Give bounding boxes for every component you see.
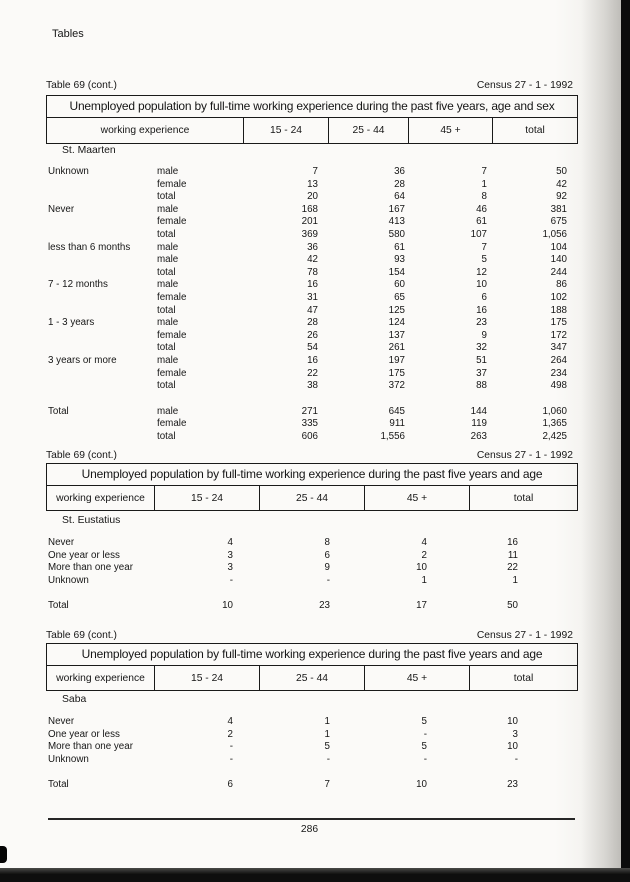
row-sex-label: male (157, 354, 179, 366)
table-row (48, 191, 567, 204)
value-25-44: 137 (388, 329, 405, 341)
value-25-44: - (326, 574, 330, 586)
row-sex-label: male (157, 405, 179, 417)
row-label: Total (48, 779, 69, 791)
value-45-plus: 37 (476, 367, 487, 379)
row-sex-label: male (157, 203, 179, 215)
scan-binding-shadow (581, 0, 621, 882)
value-15-24: 6 (227, 779, 233, 791)
value-25-44: 64 (394, 191, 405, 203)
row-group-label (48, 342, 157, 355)
value-25-44: 124 (388, 317, 405, 329)
value-45-plus: 10 (416, 779, 427, 791)
value-45-plus: 263 (470, 430, 487, 442)
census-date-label: Census 27 - 1 - 1992 (476, 80, 573, 91)
row-label: Never (48, 716, 75, 727)
table1-data-rows (48, 166, 567, 443)
value-45-plus: 51 (476, 354, 487, 366)
row-group-label (48, 191, 157, 204)
value-45-plus: - (423, 728, 427, 740)
table3-title: Unemployed population by full-time working experience during the past five years and age (47, 644, 577, 666)
value-total: 1,060 (542, 405, 567, 417)
scan-corner-notch (0, 846, 7, 863)
value-45-plus: 8 (481, 191, 487, 203)
value-45-plus: 10 (476, 279, 487, 291)
value-total: 22 (507, 562, 518, 574)
value-total: 50 (507, 600, 518, 612)
column-header-25-44: 25 - 44 (259, 666, 364, 690)
value-45-plus: 4 (421, 537, 427, 548)
table-row (48, 380, 567, 393)
row-group-label (48, 418, 157, 431)
column-header-25-44: 25 - 44 (328, 118, 408, 143)
row-sex-label: total (157, 266, 176, 278)
value-15-24: 168 (301, 203, 318, 215)
row-sex-label: total (157, 191, 176, 203)
row-group-label (48, 254, 157, 267)
column-header-working-experience: working experience (100, 125, 190, 136)
row-sex-label: total (157, 228, 176, 240)
value-total: 234 (550, 367, 567, 379)
value-45-plus: 88 (476, 380, 487, 392)
value-total: 498 (550, 380, 567, 392)
value-total: 23 (507, 779, 518, 791)
row-sex-label: female (157, 418, 187, 430)
table-row (48, 754, 518, 767)
column-header-total: total (469, 666, 577, 690)
row-label: One year or less (48, 728, 120, 740)
value-15-24: 7 (312, 166, 318, 177)
table-row (48, 406, 567, 419)
column-header-working-experience: working experience (56, 492, 145, 504)
value-15-24: 10 (222, 600, 233, 612)
value-25-44: 9 (324, 562, 330, 574)
value-25-44: 580 (388, 228, 405, 240)
value-45-plus: - (423, 753, 427, 765)
row-sex-label: male (157, 254, 179, 266)
row-label: Never (48, 537, 75, 548)
value-25-44: 1 (324, 728, 330, 740)
row-group-label: less than 6 months (48, 241, 131, 253)
value-15-24: 271 (301, 405, 318, 417)
value-25-44: 645 (388, 405, 405, 417)
table-row (48, 279, 567, 292)
row-group-label (48, 292, 157, 305)
table2-caption (46, 449, 573, 462)
census-date-label: Census 27 - 1 - 1992 (476, 630, 573, 641)
value-45-plus: 2 (421, 549, 427, 561)
value-45-plus: 5 (421, 741, 427, 753)
value-total: 244 (550, 266, 567, 278)
value-total: 140 (550, 254, 567, 266)
table-row (48, 204, 567, 217)
table-row (48, 562, 518, 575)
table-row (48, 431, 567, 444)
section-label-st-eustatius: St. Eustatius (62, 515, 121, 526)
value-15-24: 4 (227, 537, 233, 548)
table-row (48, 537, 518, 550)
value-15-24: 201 (301, 216, 318, 228)
row-group-label (48, 330, 157, 343)
value-total: 381 (550, 203, 567, 215)
value-15-24: - (229, 741, 233, 753)
column-header-total: total (469, 486, 577, 510)
value-total: 16 (507, 537, 518, 548)
row-label: One year or less (48, 549, 120, 561)
value-45-plus: 16 (476, 304, 487, 316)
row-group-label (48, 380, 157, 393)
row-label: Total (48, 600, 69, 612)
value-25-44: 65 (394, 291, 405, 303)
value-total: 188 (550, 304, 567, 316)
table2-data-rows (48, 537, 518, 613)
table-row (48, 355, 567, 368)
value-total: 2,425 (542, 430, 567, 442)
table2-column-headers (47, 486, 577, 510)
row-group-label (48, 305, 157, 318)
table2-header-box (46, 463, 578, 511)
value-45-plus: 7 (481, 241, 487, 253)
value-25-44: 911 (389, 418, 405, 430)
row-sex-label: female (157, 291, 187, 303)
value-15-24: - (229, 753, 233, 765)
table-row (48, 779, 518, 792)
table-row (48, 550, 518, 563)
value-15-24: 369 (301, 228, 318, 240)
value-total: 10 (507, 741, 518, 753)
row-group-label: Never (48, 203, 75, 215)
value-45-plus: 46 (476, 203, 487, 215)
table-row (48, 292, 567, 305)
table-row (48, 575, 518, 588)
value-15-24: 606 (301, 430, 318, 442)
value-25-44: 167 (388, 203, 405, 215)
value-total: 102 (550, 291, 567, 303)
value-total: 42 (556, 178, 567, 190)
row-group-label: 7 - 12 months (48, 279, 108, 291)
row-sex-label: female (157, 216, 187, 228)
value-25-44: - (326, 753, 330, 765)
section-label-st-maarten: St. Maarten (62, 145, 116, 156)
table-row (48, 741, 518, 754)
value-25-44: 7 (324, 779, 330, 791)
table-row (48, 418, 567, 431)
column-header-15-24: 15 - 24 (154, 486, 259, 510)
value-total: 175 (550, 317, 567, 329)
value-total: 10 (507, 716, 518, 727)
table-caption-left: Table 69 (cont.) (46, 630, 117, 641)
row-group-label (48, 229, 157, 242)
column-header-15-24: 15 - 24 (243, 118, 328, 143)
value-15-24: 16 (307, 354, 318, 366)
scan-right-edge (621, 0, 630, 882)
value-total: 50 (556, 166, 567, 177)
row-sex-label: female (157, 367, 187, 379)
table-row (48, 729, 518, 742)
value-25-44: 197 (388, 354, 405, 366)
value-25-44: 28 (394, 178, 405, 190)
row-label: More than one year (48, 741, 133, 753)
census-date-label: Census 27 - 1 - 1992 (476, 450, 573, 461)
table-row (48, 368, 567, 381)
value-15-24: 3 (227, 562, 233, 574)
table3-header-box (46, 643, 578, 691)
value-45-plus: 10 (416, 562, 427, 574)
page-number: 286 (300, 824, 319, 835)
table1-header-box (46, 95, 578, 144)
row-group-label (48, 267, 157, 280)
value-25-44: 261 (388, 342, 405, 354)
value-45-plus: 6 (481, 291, 487, 303)
row-group-label: 3 years or more (48, 354, 117, 366)
footer-rule (48, 818, 575, 820)
table-row (48, 179, 567, 192)
value-total: 675 (550, 216, 567, 228)
value-45-plus: 61 (476, 216, 487, 228)
table1-title: Unemployed population by full-time working experience during the past five years, age and sex (47, 96, 577, 118)
value-25-44: 154 (388, 266, 405, 278)
row-sex-label: total (157, 304, 176, 316)
row-sex-label: female (157, 178, 187, 190)
value-45-plus: 1 (421, 574, 427, 586)
value-45-plus: 1 (481, 178, 487, 190)
scan-bottom-edge (0, 868, 630, 882)
page-header: Tables (52, 28, 84, 40)
table-row (48, 267, 567, 280)
value-15-24: 22 (307, 367, 318, 379)
value-25-44: 23 (319, 600, 330, 612)
value-25-44: 125 (388, 304, 405, 316)
value-25-44: 413 (388, 216, 405, 228)
column-header-45-plus: 45 + (408, 118, 492, 143)
table-caption-left: Table 69 (cont.) (46, 80, 117, 91)
table-row (48, 254, 567, 267)
value-total: 104 (550, 241, 567, 253)
table1-caption (46, 79, 573, 92)
value-total: 11 (507, 549, 518, 561)
column-header-working-experience: working experience (56, 672, 145, 684)
value-15-24: 2 (227, 728, 233, 740)
table-row (48, 166, 567, 179)
value-15-24: 3 (227, 549, 233, 561)
value-25-44: 6 (324, 549, 330, 561)
value-25-44: 175 (388, 367, 405, 379)
column-header-25-44: 25 - 44 (259, 486, 364, 510)
value-total: 1,365 (542, 418, 567, 430)
table-row (48, 216, 567, 229)
value-45-plus: 5 (421, 716, 427, 727)
column-header-15-24: 15 - 24 (154, 666, 259, 690)
value-15-24: 16 (307, 279, 318, 291)
table1-column-headers (47, 118, 577, 143)
value-45-plus: 5 (481, 254, 487, 266)
value-25-44: 1 (324, 716, 330, 727)
value-total: 1 (512, 574, 518, 586)
row-label: Unknown (48, 753, 89, 765)
row-group-label (48, 431, 157, 444)
table2-title: Unemployed population by full-time working experience during the past five years and age (47, 464, 577, 486)
table-row (48, 716, 518, 729)
table-caption-left: Table 69 (cont.) (46, 450, 117, 461)
value-25-44: 36 (394, 166, 405, 177)
value-total: 86 (556, 279, 567, 291)
table-row (48, 342, 567, 355)
value-45-plus: 32 (476, 342, 487, 354)
value-total: - (514, 753, 518, 765)
row-group-label: 1 - 3 years (48, 317, 95, 329)
value-15-24: 36 (307, 241, 318, 253)
value-total: 3 (512, 728, 518, 740)
column-header-total: total (492, 118, 577, 143)
value-15-24: 26 (307, 329, 318, 341)
table-row (48, 305, 567, 318)
row-group-label (48, 179, 157, 192)
row-sex-label: male (157, 317, 179, 329)
value-15-24: - (229, 574, 233, 586)
value-15-24: 20 (307, 191, 318, 203)
section-label-saba: Saba (62, 694, 87, 705)
row-sex-label: total (157, 342, 176, 354)
value-15-24: 4 (227, 716, 233, 727)
table-row (48, 229, 567, 242)
value-45-plus: 12 (476, 266, 487, 278)
value-45-plus: 23 (476, 317, 487, 329)
table3-column-headers (47, 666, 577, 690)
value-25-44: 61 (394, 241, 405, 253)
value-45-plus: 144 (470, 405, 487, 417)
value-15-24: 13 (307, 178, 318, 190)
value-total: 92 (556, 191, 567, 203)
value-15-24: 335 (301, 418, 318, 430)
table3-data-rows (48, 716, 518, 792)
value-25-44: 1,556 (380, 430, 405, 442)
value-25-44: 93 (394, 254, 405, 266)
value-25-44: 372 (388, 380, 405, 392)
value-15-24: 78 (307, 266, 318, 278)
value-25-44: 5 (324, 741, 330, 753)
row-label: Unknown (48, 574, 89, 586)
value-15-24: 31 (307, 291, 318, 303)
row-sex-label: female (157, 329, 187, 341)
row-group-label: Total (48, 405, 69, 417)
row-label: More than one year (48, 562, 133, 574)
column-header-45-plus: 45 + (364, 666, 469, 690)
row-sex-label: total (157, 430, 176, 442)
value-total: 347 (550, 342, 567, 354)
table-row (48, 317, 567, 330)
table-row (48, 600, 518, 613)
column-header-45-plus: 45 + (364, 486, 469, 510)
row-group-label (48, 216, 157, 229)
row-sex-label: total (157, 380, 176, 392)
value-total: 1,056 (542, 228, 567, 240)
value-45-plus: 17 (416, 600, 427, 612)
value-25-44: 60 (394, 279, 405, 291)
row-sex-label: male (157, 241, 179, 253)
value-15-24: 47 (307, 304, 318, 316)
table-row (48, 242, 567, 255)
value-45-plus: 9 (481, 329, 487, 341)
value-25-44: 8 (324, 537, 330, 548)
value-45-plus: 107 (470, 228, 487, 240)
row-group-label (48, 368, 157, 381)
table3-caption (46, 629, 573, 642)
value-15-24: 28 (307, 317, 318, 329)
value-total: 264 (550, 354, 567, 366)
row-group-label: Unknown (48, 166, 89, 177)
value-total: 172 (550, 329, 567, 341)
row-sex-label: male (157, 166, 179, 177)
value-15-24: 42 (307, 254, 318, 266)
value-15-24: 54 (307, 342, 318, 354)
value-15-24: 38 (307, 380, 318, 392)
value-45-plus: 119 (471, 418, 487, 430)
table-row (48, 330, 567, 343)
value-45-plus: 7 (481, 166, 487, 177)
row-sex-label: male (157, 279, 179, 291)
